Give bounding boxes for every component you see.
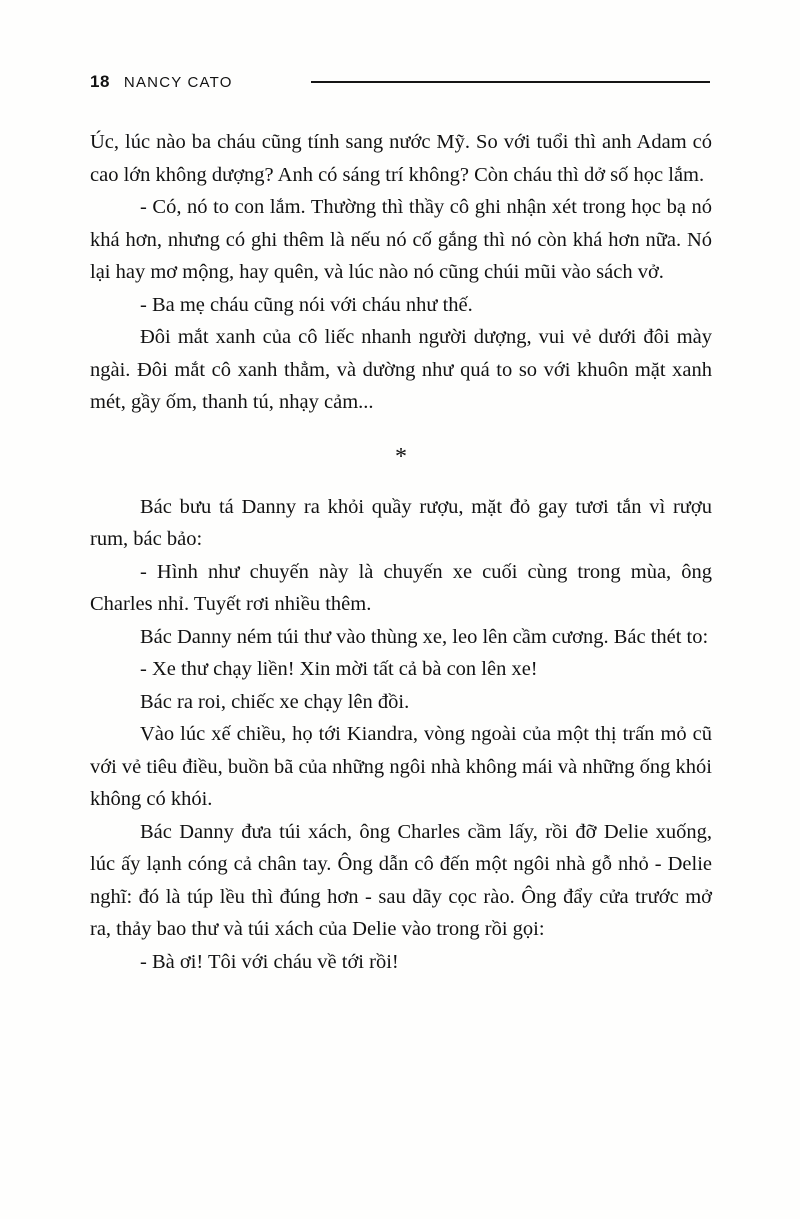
body-text [90, 126, 712, 978]
author-name: NANCY CATO [123, 73, 233, 91]
paragraph: - Hình như chuyến này là chuyến xe cuối cùng trong mùa, ông Charles nhỉ. Tuyết rơi nhiều thêm. [90, 560, 712, 615]
paragraph: Đôi mắt xanh của cô liếc nhanh người dượng, vui vẻ dưới đôi mày ngài. Đôi mắt cô xanh thẳm, và dường như quá to so với khuôn mặt xanh mét, gầy ốm, thanh tú, nhạy cảm... [90, 326, 712, 413]
paragraph: - Có, nó to con lắm. Thường thì thầy cô ghi nhận xét trong học bạ nó khá hơn, nhưng có ghi thêm là nếu nó cố gắng thì nó còn khá hơn nữa. Nó lại hay mơ mộng, hay quên, và lúc nào nó cũng chúi mũi vào sách vở. [90, 196, 712, 283]
paragraph: Úc, lúc nào ba cháu cũng tính sang nước Mỹ. So với tuổi thì anh Adam có cao lớn không dượng? Anh có sáng trí không? Còn cháu thì dở số học lắm. [90, 131, 712, 186]
paragraph: Bác Danny đưa túi xách, ông Charles cầm lấy, rồi đỡ Delie xuống, lúc ấy lạnh cóng cả chân tay. Ông dẫn cô đến một ngôi nhà gỗ nhỏ - Delie nghĩ: đó là túp lều thì đúng hơn - sau dãy cọc rào. Ông đẩy cửa trước mở ra, thảy bao thư và túi xách của Delie vào trong rồi gọi: [90, 820, 712, 940]
paragraph: Bác Danny ném túi thư vào thùng xe, leo lên cầm cương. Bác thét to: [140, 625, 709, 648]
paragraph: Bác ra roi, chiếc xe chạy lên đồi. [140, 690, 410, 713]
paragraph: - Xe thư chạy liền! Xin mời tất cả bà con lên xe! [140, 658, 538, 680]
paragraph: - Bà ơi! Tôi với cháu về tới rồi! [140, 950, 399, 973]
paragraph: Bác bưu tá Danny ra khỏi quầy rượu, mặt đỏ gay tươi tắn vì rượu rum, bác bảo: [90, 495, 712, 550]
section-separator: * [395, 443, 407, 470]
header-rule [311, 81, 710, 83]
paragraph: - Ba mẹ cháu cũng nói với cháu như thế. [140, 293, 473, 316]
page-number: 18 [90, 72, 110, 91]
paragraph: Vào lúc xế chiều, họ tới Kiandra, vòng ngoài của một thị trấn mỏ cũ với vẻ tiêu điều, buồn bã của những ngôi nhà không mái và những ống khói không có khói. [90, 723, 712, 810]
running-header [90, 72, 712, 92]
